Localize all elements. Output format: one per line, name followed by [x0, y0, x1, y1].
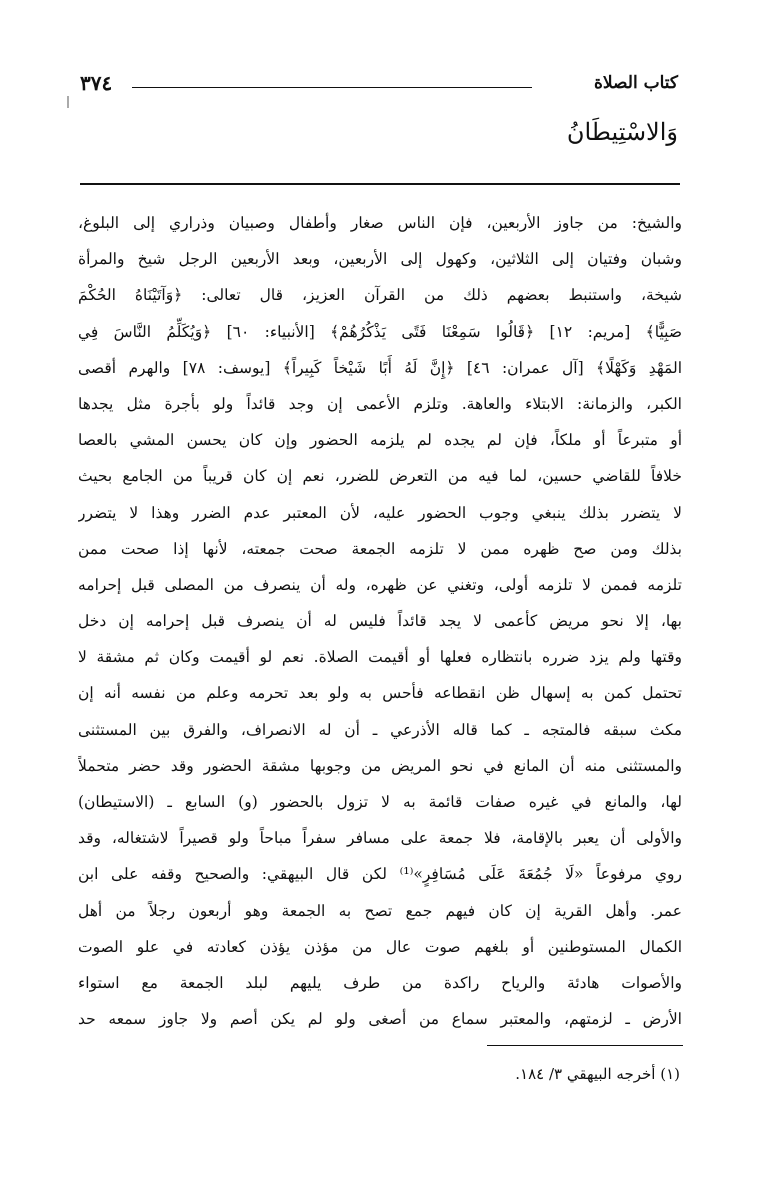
page-header — [80, 70, 678, 96]
body-line: والمستثنى منه أن المانع في نحو المريض من وجوبها مشقة الحضور وقد حضر متحملاً — [78, 756, 682, 775]
body-line: الأرض ـ لزمتهم، والمعتبر سماع من أصغى ولو لم يكن أصم ولا جاوز سمعه حد — [78, 1010, 682, 1029]
matn-divider — [80, 183, 680, 185]
body-line: لها، والمانع في غيره صفات قائمة به لا تزول بالحضور (و) السابع ـ (الاستيطان) — [78, 793, 682, 811]
commentary-body — [78, 205, 682, 1037]
body-line: وقتها ولم يزد ضرره بانتظاره فعلها أو أقيمت الصلاة. نعم لو أقيمت وكان ثم مشقة لا — [78, 648, 682, 667]
body-line: عمر. وأهل القرية إن كان فيهم جمع تصح به الجمعة وهو أربعون رجلاً من أهل — [78, 901, 682, 920]
footnote-divider — [487, 1045, 683, 1046]
body-line: روي مرفوعاً «لَا جُمُعَةَ عَلَى مُسَافِرٍ»⁽¹⁾ لكن قال البيهقي: والصحيح وقفه على ابن — [78, 865, 682, 884]
body-line: بذلك ومن صح ظهره ممن لا تلزمه الجمعة صحت جمعته، لأنها إذا صحت ممن — [78, 539, 682, 558]
body-line: بها، إلا نحو مريض كأعمى لا يجد قائداً فليس له أن ينصرف قبل إحرامه إن دخل — [78, 612, 682, 631]
header-rule — [132, 87, 532, 88]
margin-mark — [67, 96, 69, 108]
body-line: الكمال المستوطنين أو بلغهم صوت عال من مؤذن يؤذن كعادته في علو الصوت — [78, 937, 682, 956]
body-line: تلزمه فممن لا تلزمه أولى، وتغني عن ظهره، وله أن ينصرف من المصلى قبل إحرامه — [78, 575, 682, 594]
footnote: (١) أخرجه البيهقي ٣/ ١٨٤. — [515, 1065, 680, 1083]
body-line: أو متبرعاً أو ملكاً، فإن لم يجده لم يلزمه الحضور وإن كان يحسن المشي بالعصا — [78, 431, 682, 450]
body-line: المَهْدِ وَكَهْلًا﴾ [آل عمران: ٤٦] ﴿إِنَّ لَهُ أَبًا شَيْخاً كَبِيراً﴾ [يوسف: ٧٨] والهرم أقصى — [78, 358, 682, 377]
body-line: تحتمل كمن به إسهال ظن انقطاعه فأحس به ولو بعد تحرمه وعلم من نفسه أنه إن — [78, 684, 682, 703]
body-line: والأصوات هادئة والرياح راكدة من طرف يليهم لبلد الجمعة مع استواء — [78, 973, 682, 992]
body-line: شيخة، واستنبط بعضهم ذلك من القرآن العزيز، قال تعالى: ﴿وَآتَيْنَاهُ الحُكْمَ — [78, 286, 682, 305]
body-line: الكبر، والزمانة: الابتلاء والعاهة. وتلزم الأعمى إن وجد قائداً ولو بأجرة مثل يجدها — [78, 394, 682, 413]
body-line: صَبِيًّا﴾ [مريم: ١٢] ﴿قَالُوا سَمِعْنَا فَتًى يَذْكُرُهُمْ﴾ [الأنبياء: ٦٠] ﴿وَيُكَلِّمُ النَّاسَ فِي — [78, 322, 682, 341]
body-line: لا يتضرر بذلك ينبغي وجوب الحضور عليه، لأن المعتبر عدم الضرر وهذا لا يتضرر — [78, 503, 682, 522]
matn-text: وَالاسْتِيطَانُ — [566, 118, 678, 146]
body-line: خلافاً للقاضي حسين، لما فيه من التعرض للضرر، نعم إن كان قريباً من الجامع بحيث — [78, 467, 682, 486]
body-line: مكث سبقه فالمتجه ـ كما قاله الأذرعي ـ أن له الانصراف، والفرق بين المستثنى — [78, 720, 682, 739]
page-number: ٣٧٤ — [80, 71, 113, 95]
body-line: والأولى أن يعبر بالإقامة، فلا جمعة على مسافر سفراً مباحاً ولو قصيراً لاشتغاله، وقد — [78, 829, 682, 848]
body-line: وشبان وفتيان إلى الثلاثين، وكهول إلى الأربعين، وبعد الأربعين الرجل شيخ والمرأة — [78, 250, 682, 269]
running-title: كتاب الصلاة — [593, 73, 678, 93]
body-line: والشيخ: من جاوز الأربعين، فإن الناس صغار وأطفال وصبيان وذراري إلى البلوغ، — [78, 214, 682, 232]
